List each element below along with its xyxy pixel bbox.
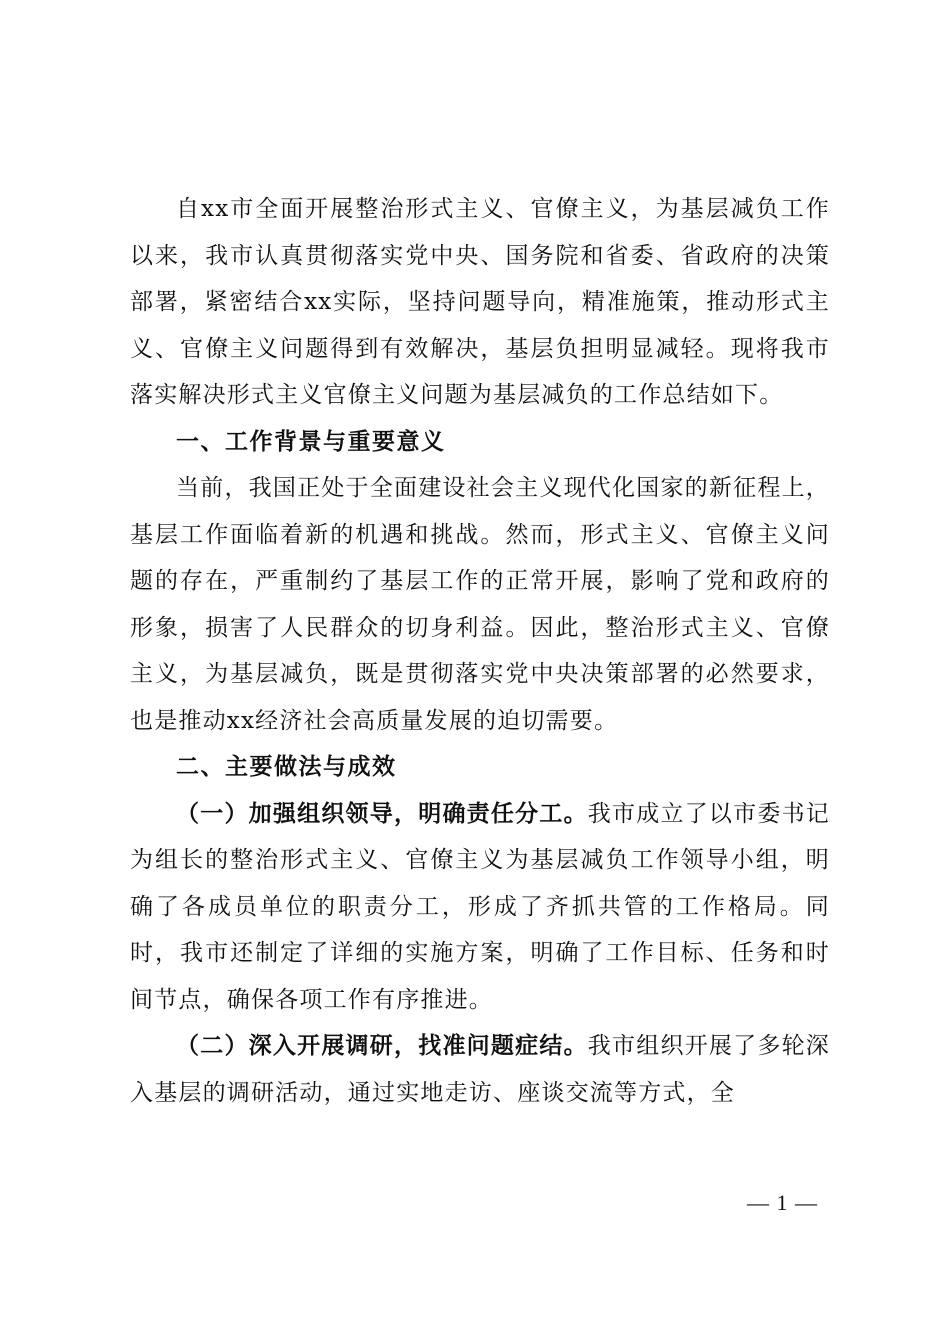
section-2-item-2-lead: （二）深入开展调研，找准问题症结。 [176, 1033, 588, 1059]
section-1-heading: 一、工作背景与重要意义 [176, 428, 446, 455]
page-number: — 1 — [747, 1190, 818, 1215]
page-footer [0, 1190, 950, 1216]
section-2-item-2-text: 我市组织开展了多轮深入基层的调研活动，通过实地走访、座谈交流等方式，全 [130, 1033, 831, 1106]
document-body [130, 186, 830, 1116]
section-2-heading: 二、主要做法与成效 [176, 754, 397, 780]
section-2-item-1-lead: （一）加强组织领导，明确责任分工。 [176, 800, 588, 827]
intro-paragraph: 自xx市全面开展整治形式主义、官僚主义，为基层减负工作以来，我市认真贯彻落实党中央、国务院和省委、省政府的决策部署，紧密结合xx实际，坚持问题导向，精准施策，推动形式主义、官僚主义问题得到有效解决，基层负担明显减轻。现将我市落实解决形式主义官僚主义问题为基层减负的工作总结如下。 [130, 196, 830, 408]
section-2-item-1 [130, 791, 830, 1024]
section-2-item-1-text: 我市成立了以市委书记为组长的整治形式主义、官僚主义为基层减负工作领导小组，明确了各成员单位的职责分工，形成了齐抓共管的工作格局。同时，我市还制定了详细的实施方案，明确了工作目标、任务和时间节点，确保各项工作有序推进。 [130, 800, 831, 1013]
section-1-paragraph: 当前，我国正处于全面建设社会主义现代化国家的新征程上，基层工作面临着新的机遇和挑战。然而，形式主义、官僚主义问题的存在，严重制约了基层工作的正常开展，影响了党和政府的形象，损害了人民群众的切身利益。因此，整治形式主义、官僚主义，为基层减负，既是贯彻落实党中央决策部署的必然要求，也是推动xx经济社会高质量发展的迫切需要。 [130, 475, 830, 734]
section-2-item-2 [130, 1023, 830, 1116]
